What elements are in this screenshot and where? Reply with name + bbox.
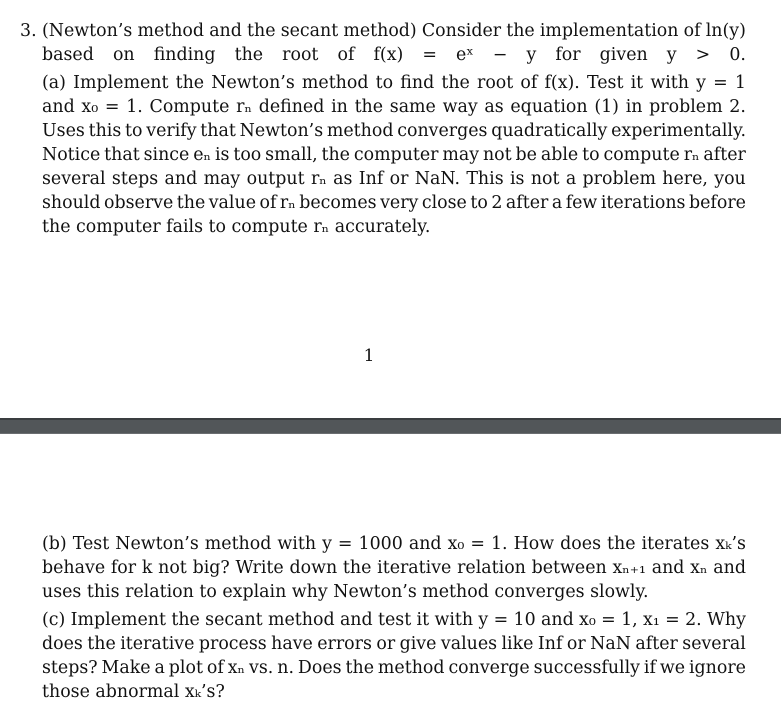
part-a-line: (a) Implement the Newton’s method to find the root of f(x). Test it with y = 1 [42,73,746,93]
part-b-line: behave for k not big? Write down the iterative relation between xₙ₊₁ and xₙ and [42,558,746,578]
part-c-line: those abnormal xₖ’s? [42,682,225,702]
part-c-line: (c) Implement the secant method and test it with y = 10 and x₀ = 1, x₁ = 2. Why [42,610,746,630]
problem-3-intro-line-1: 3. (Newton’s method and the secant method) Consider the implementation of ln(y) [20,21,746,41]
part-c-line: steps? Make a plot of xₙ vs. n. Does the method converge successfully if we ignore [42,658,746,678]
problem-3-intro-line-2: based on finding the root of f(x) = eˣ − y for given y > 0. [42,45,746,65]
part-a-line: should observe the value of rₙ becomes very close to 2 after a few iterations before [42,193,746,213]
part-b-line: uses this relation to explain why Newton’s method converges slowly. [42,582,649,602]
part-a-line: the computer fails to compute rₙ accurately. [42,217,431,237]
page-divider [0,418,781,434]
part-c-line: does the iterative process have errors or give values like Inf or NaN after several [42,634,746,654]
part-b-line: (b) Test Newton’s method with y = 1000 and x₀ = 1. How does the iterates xₖ’s [42,534,746,554]
pdf-page-2 [0,434,781,714]
part-a-line: and x₀ = 1. Compute rₙ defined in the same way as equation (1) in problem 2. [42,97,746,117]
part-a-line: several steps and may output rₙ as Inf or NaN. This is not a problem here, you [42,169,746,189]
problem-number: 3. [20,21,37,41]
part-a-line: Notice that since eₙ is too small, the computer may not be able to compute rₙ after [42,145,746,165]
part-a-line: Uses this to verify that Newton’s method converges quadratically experimentally. [42,121,746,141]
page-number: 1 [363,346,375,366]
